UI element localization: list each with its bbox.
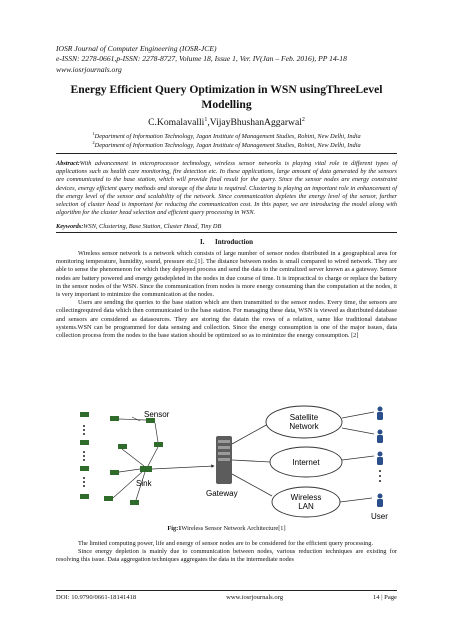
affiliation-2 xyxy=(40,140,413,149)
abstract-label: Abstract: xyxy=(56,160,80,167)
author-1: C.Komalavalli xyxy=(148,117,205,129)
paper-title xyxy=(40,82,413,112)
title-line-2: Modelling xyxy=(201,98,252,111)
sensor-label: Sensor xyxy=(144,410,170,419)
abstract-bottom-rule xyxy=(56,232,397,233)
author-separator: , xyxy=(207,117,210,129)
satellite-cloud-line-2: Network xyxy=(289,422,319,431)
abstract xyxy=(56,160,397,217)
sensor-node-icon xyxy=(104,496,113,501)
page-footer xyxy=(56,590,397,601)
paragraph-2: Users are sending the queries to the base station which are then transmitted to the sensor nodes. Every time, the sensors are collectingrequired data which then communicated to the base station. For managing these data, WSN is viewed as distributed database and sensors are considered as datasources. They are storing the datain the rows of a relation, same like traditional database systems.WSN can be programmed for data sensing and collection. Since the energy consumption is one of the major issues, data collection process from the nodes to the base station should be optimized so as to minimize the energy consumption. [2] xyxy=(56,299,397,340)
user-icons xyxy=(377,407,383,508)
author-2-sup: 2 xyxy=(301,117,305,123)
sensor-label-pointer xyxy=(132,417,140,421)
wsn-architecture-figure xyxy=(66,404,396,522)
figure-caption-label: Fig:1 xyxy=(167,525,182,532)
sensor-column xyxy=(80,412,89,499)
post-figure-text xyxy=(56,540,397,565)
sensor-node-icon xyxy=(110,416,119,421)
author-1-sup: 1 xyxy=(204,117,208,123)
journal-header xyxy=(56,44,347,75)
sensor-node-icon xyxy=(110,470,119,475)
journal-issn: e-ISSN: 2278-0661,p-ISSN: 2278-8727, Volume 18, Issue 1, Ver. IV(Jan – Feb. 2016), PP 14-18 xyxy=(56,54,347,64)
affiliation-1 xyxy=(40,131,413,140)
wireless-cloud-line-2: LAN xyxy=(298,502,314,511)
sensor-node-icon xyxy=(118,444,127,449)
abstract-top-rule xyxy=(56,153,397,154)
keywords-text: WSN, Clustering, Base Station, Cluster Head, Tiny DB xyxy=(83,223,222,230)
sensor-node-icon xyxy=(80,466,89,471)
paragraph-4: Since energy depletion is mainly due to communication between nodes, various reduction techniques are existing for resolving this issue. Data aggregation techniques aggregates the data in the intermediate nodes xyxy=(56,548,397,564)
gateway-label: Gateway xyxy=(206,489,238,498)
affiliation-2-sup: 2 xyxy=(92,140,95,145)
figure-caption-text: Wireless Sensor Network Architecture[1] xyxy=(181,525,286,532)
paragraph-1: Wireless sensor network is a network which consists of large number of sensor nodes distributed in a geographical area for monitoring temperature, humidity, sound, pressure etc.[1]. The distance between nodes is small compared to wired network. They are able to sense the phenomenon for which they deployed process and send the data to the centralized server known as a gateway. Sensor nodes are battery powered and energy getsdepleted in the nodes in due course of time. It is impractical to charge or replace the battery in the sensor nodes of the WSN. Since the communication from nodes is more energy consuming than the computation at the nodes, it is very important to minimize the communication at the nodes. xyxy=(56,250,397,299)
satellite-cloud-line-1: Satellite xyxy=(289,413,319,422)
sensor-node-icon xyxy=(130,500,139,505)
gateway-links xyxy=(232,424,272,496)
keywords xyxy=(56,223,221,230)
title-line-1: Energy Efficient Query Optimization in WSN usingThreeLevel xyxy=(70,83,383,96)
sink-label: Sink xyxy=(136,479,152,488)
sensor-node-icon xyxy=(154,442,163,447)
sink-node-icon xyxy=(140,466,152,472)
wireless-lan-cloud xyxy=(272,487,340,517)
affiliation-1-sup: 1 xyxy=(92,131,95,136)
footer-doi: DOI: 10.9790/0661-18141418 xyxy=(56,594,137,601)
wireless-cloud-line-1: Wireless xyxy=(290,493,322,502)
satellite-network-cloud xyxy=(266,406,342,438)
journal-name: IOSR Journal of Computer Engineering (IOSR-JCE) xyxy=(56,44,217,53)
intro-text xyxy=(56,250,397,340)
section-title: Introduction xyxy=(214,238,253,246)
user-label: User xyxy=(371,512,388,521)
paragraph-3: The limited computing power, life and energy of sensor nodes are to be considered for the efficient query processing. xyxy=(78,540,374,547)
user-links xyxy=(340,412,374,502)
footer-site[interactable]: www.iosrjournals.org xyxy=(226,594,284,601)
section-number: I. xyxy=(200,238,205,246)
footer-page: 14 | Page xyxy=(372,594,397,601)
author-list xyxy=(40,117,413,128)
keywords-label: Keywords: xyxy=(56,223,84,230)
user-icon xyxy=(377,407,383,421)
section-heading xyxy=(40,238,413,246)
abstract-text: With advancement in microprocessor technology, wireless sensor networks is playing vital role in different types of applications such as health care monitoring, fire detection etc. In these applications, large amount of data generated by the sensors are communicated to the base station, which will provide final result for the query. Since the sensor nodes are energy constraint devices, energy efficient query methods and storage of the data is required. Clustering is playing an important role in enhancement of the energy level of the sensor and scalability of the network. Since communication depletes the energy level of the sensor, further selection of cluster head is important for reducing the communication cost. In this paper, we are introducing the model along with algorithm for the cluster head selection and efficient query processing in WSN. xyxy=(56,160,397,217)
sensor-node-icon xyxy=(80,494,89,499)
sensor-node-icon xyxy=(80,440,89,445)
gateway-icon xyxy=(216,436,232,484)
sensor-links xyxy=(113,419,214,500)
author-2: VijayBhushanAggarwal xyxy=(209,117,302,129)
user-icon xyxy=(377,494,383,508)
figure-caption xyxy=(40,525,413,532)
internet-cloud xyxy=(270,447,342,477)
user-icon xyxy=(377,430,383,444)
internet-cloud-label: Internet xyxy=(292,458,320,467)
user-icon xyxy=(377,452,383,466)
sensor-node-icon xyxy=(80,412,89,417)
affiliation-1-text: Department of Information Technology, Jagan Institute of Management Studies, Rohini, New Delhi, India xyxy=(94,133,361,141)
affiliation-2-text: Department of Information Technology, Jagan Institute of Management Studies, Rohini, New Delhi, India xyxy=(94,142,361,150)
journal-url[interactable]: www.iosrjournals.org xyxy=(56,64,122,74)
